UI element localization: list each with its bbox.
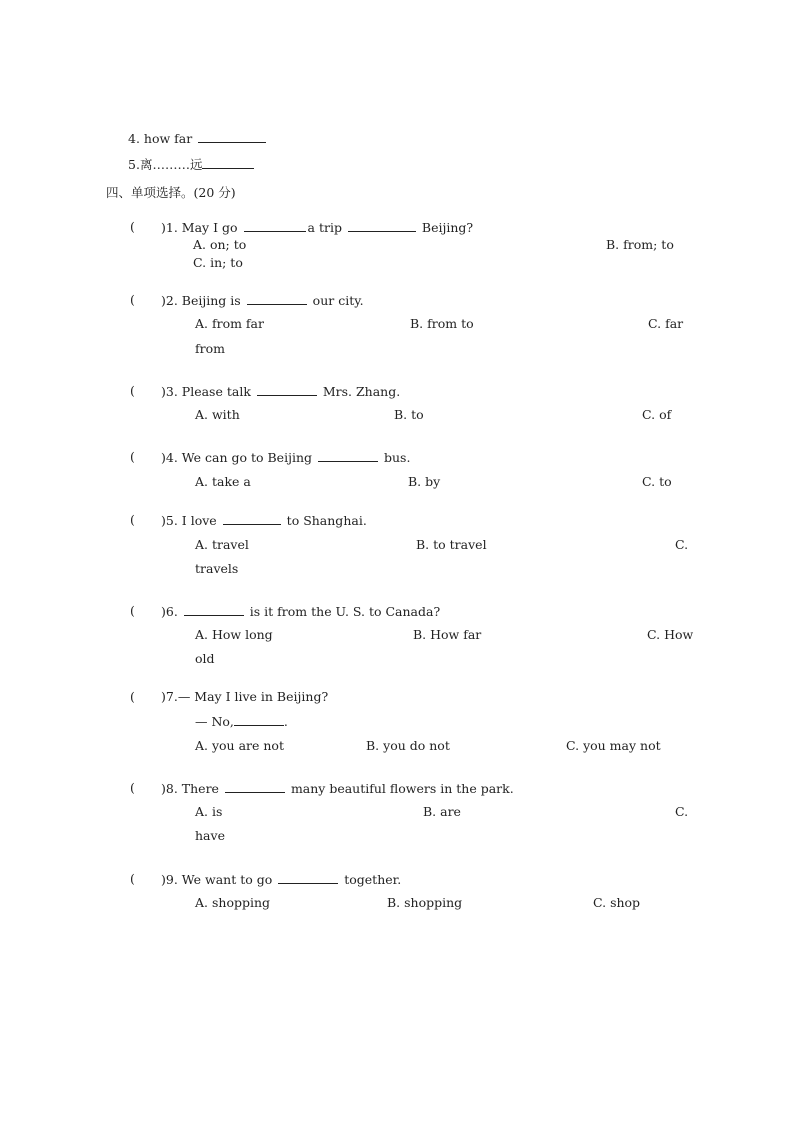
question-number: )3. — [161, 384, 178, 399]
fill-item-number: 4. — [128, 131, 140, 146]
question-1 — [161, 219, 473, 236]
question-9 — [161, 871, 401, 888]
question-text-pre: Please talk — [181, 384, 251, 399]
option-a[interactable]: A. shopping — [195, 895, 271, 910]
option-a[interactable]: A. you are not — [195, 738, 284, 753]
option-a[interactable]: A. How long — [195, 627, 273, 642]
answer-blank[interactable] — [318, 449, 378, 462]
answer-blank[interactable] — [348, 219, 416, 232]
answer-blank[interactable] — [223, 512, 281, 525]
question-7-reply — [195, 713, 288, 730]
question-text-post: is it from the U. S. to Canada? — [249, 604, 441, 619]
question-text-pre: Beijing is — [181, 293, 241, 308]
question-text-pre: I love — [181, 513, 217, 528]
option-b[interactable]: B. from; to — [606, 237, 674, 252]
question-6 — [161, 603, 440, 620]
option-c[interactable]: C. to — [642, 474, 672, 489]
question-text-post: together. — [344, 872, 402, 887]
option-a[interactable]: A. travel — [195, 537, 249, 552]
answer-blank[interactable] — [234, 713, 284, 726]
answer-paren[interactable]: ( — [130, 512, 135, 527]
option-b[interactable]: B. are — [423, 804, 461, 819]
answer-blank[interactable] — [244, 219, 306, 232]
question-number: )6. — [161, 604, 178, 619]
answer-blank[interactable] — [278, 871, 338, 884]
answer-paren[interactable]: ( — [130, 780, 135, 795]
question-text-pre: We can go to Beijing — [181, 450, 313, 465]
question-text-pre: May I go — [181, 220, 238, 235]
answer-paren[interactable]: ( — [130, 292, 135, 307]
answer-paren[interactable]: ( — [130, 603, 135, 618]
question-text-post: to Shanghai. — [286, 513, 367, 528]
question-number: )2. — [161, 293, 178, 308]
option-b[interactable]: B. from to — [410, 316, 474, 331]
question-number: )1. — [161, 220, 178, 235]
question-7 — [161, 689, 328, 705]
question-number: )5. — [161, 513, 178, 528]
reply-period: . — [283, 714, 288, 729]
option-a[interactable]: A. on; to — [193, 237, 247, 252]
reply-text: — No, — [195, 714, 234, 729]
option-c[interactable]: C. of — [642, 407, 672, 422]
option-c[interactable]: C. shop — [593, 895, 641, 910]
fill-item-text: 离………远 — [139, 157, 203, 172]
question-4 — [161, 449, 410, 466]
answer-paren[interactable]: ( — [130, 219, 135, 234]
answer-blank[interactable] — [184, 603, 244, 616]
answer-blank[interactable] — [198, 130, 266, 143]
answer-blank[interactable] — [202, 156, 254, 169]
option-a[interactable]: A. with — [195, 407, 240, 422]
answer-paren[interactable]: ( — [130, 871, 135, 886]
answer-paren[interactable]: ( — [130, 383, 135, 398]
fill-item-5 — [128, 156, 256, 173]
answer-paren[interactable]: ( — [130, 689, 135, 704]
option-c[interactable]: C. — [675, 537, 689, 552]
question-number: )8. — [161, 781, 178, 796]
answer-paren[interactable]: ( — [130, 449, 135, 464]
question-text-pre: — May I live in Beijing? — [177, 689, 329, 704]
question-text-post: many beautiful flowers in the park. — [290, 781, 514, 796]
question-8 — [161, 780, 514, 797]
fill-item-number: 5. — [128, 157, 140, 172]
question-text-post: our city. — [312, 293, 364, 308]
question-text-post: Mrs. Zhang. — [322, 384, 401, 399]
option-c-continued: from — [195, 341, 225, 356]
option-a[interactable]: A. is — [195, 804, 223, 819]
option-b[interactable]: B. How far — [413, 627, 482, 642]
question-text-post: Beijing? — [421, 220, 474, 235]
option-c-continued: have — [195, 828, 225, 843]
answer-blank[interactable] — [257, 383, 317, 396]
option-c[interactable]: C. — [675, 804, 689, 819]
question-text-pre: There — [181, 781, 219, 796]
option-c[interactable]: C. far — [648, 316, 684, 331]
section-heading: 四、单项选择。(20 分) — [106, 185, 236, 200]
fill-item-4 — [128, 130, 268, 147]
option-b[interactable]: B. to — [394, 407, 424, 422]
option-a[interactable]: A. take a — [195, 474, 251, 489]
option-b[interactable]: B. shopping — [387, 895, 463, 910]
answer-blank[interactable] — [247, 292, 307, 305]
option-c[interactable]: C. in; to — [193, 255, 243, 270]
option-b[interactable]: B. by — [408, 474, 441, 489]
option-a[interactable]: A. from far — [195, 316, 264, 331]
question-number: )7. — [161, 689, 178, 704]
question-number: )4. — [161, 450, 178, 465]
option-c[interactable]: C. How — [647, 627, 694, 642]
option-b[interactable]: B. you do not — [366, 738, 450, 753]
question-text-post: bus. — [383, 450, 411, 465]
answer-blank[interactable] — [225, 780, 285, 793]
option-c-continued: travels — [195, 561, 239, 576]
question-number: )9. — [161, 872, 178, 887]
question-text-mid: a trip — [307, 220, 342, 235]
question-2 — [161, 292, 364, 309]
question-5 — [161, 512, 367, 529]
option-c-continued: old — [195, 651, 215, 666]
question-text-pre: We want to go — [181, 872, 273, 887]
option-b[interactable]: B. to travel — [416, 537, 487, 552]
fill-item-text: how far — [143, 131, 193, 146]
question-3 — [161, 383, 400, 400]
option-c[interactable]: C. you may not — [566, 738, 661, 753]
